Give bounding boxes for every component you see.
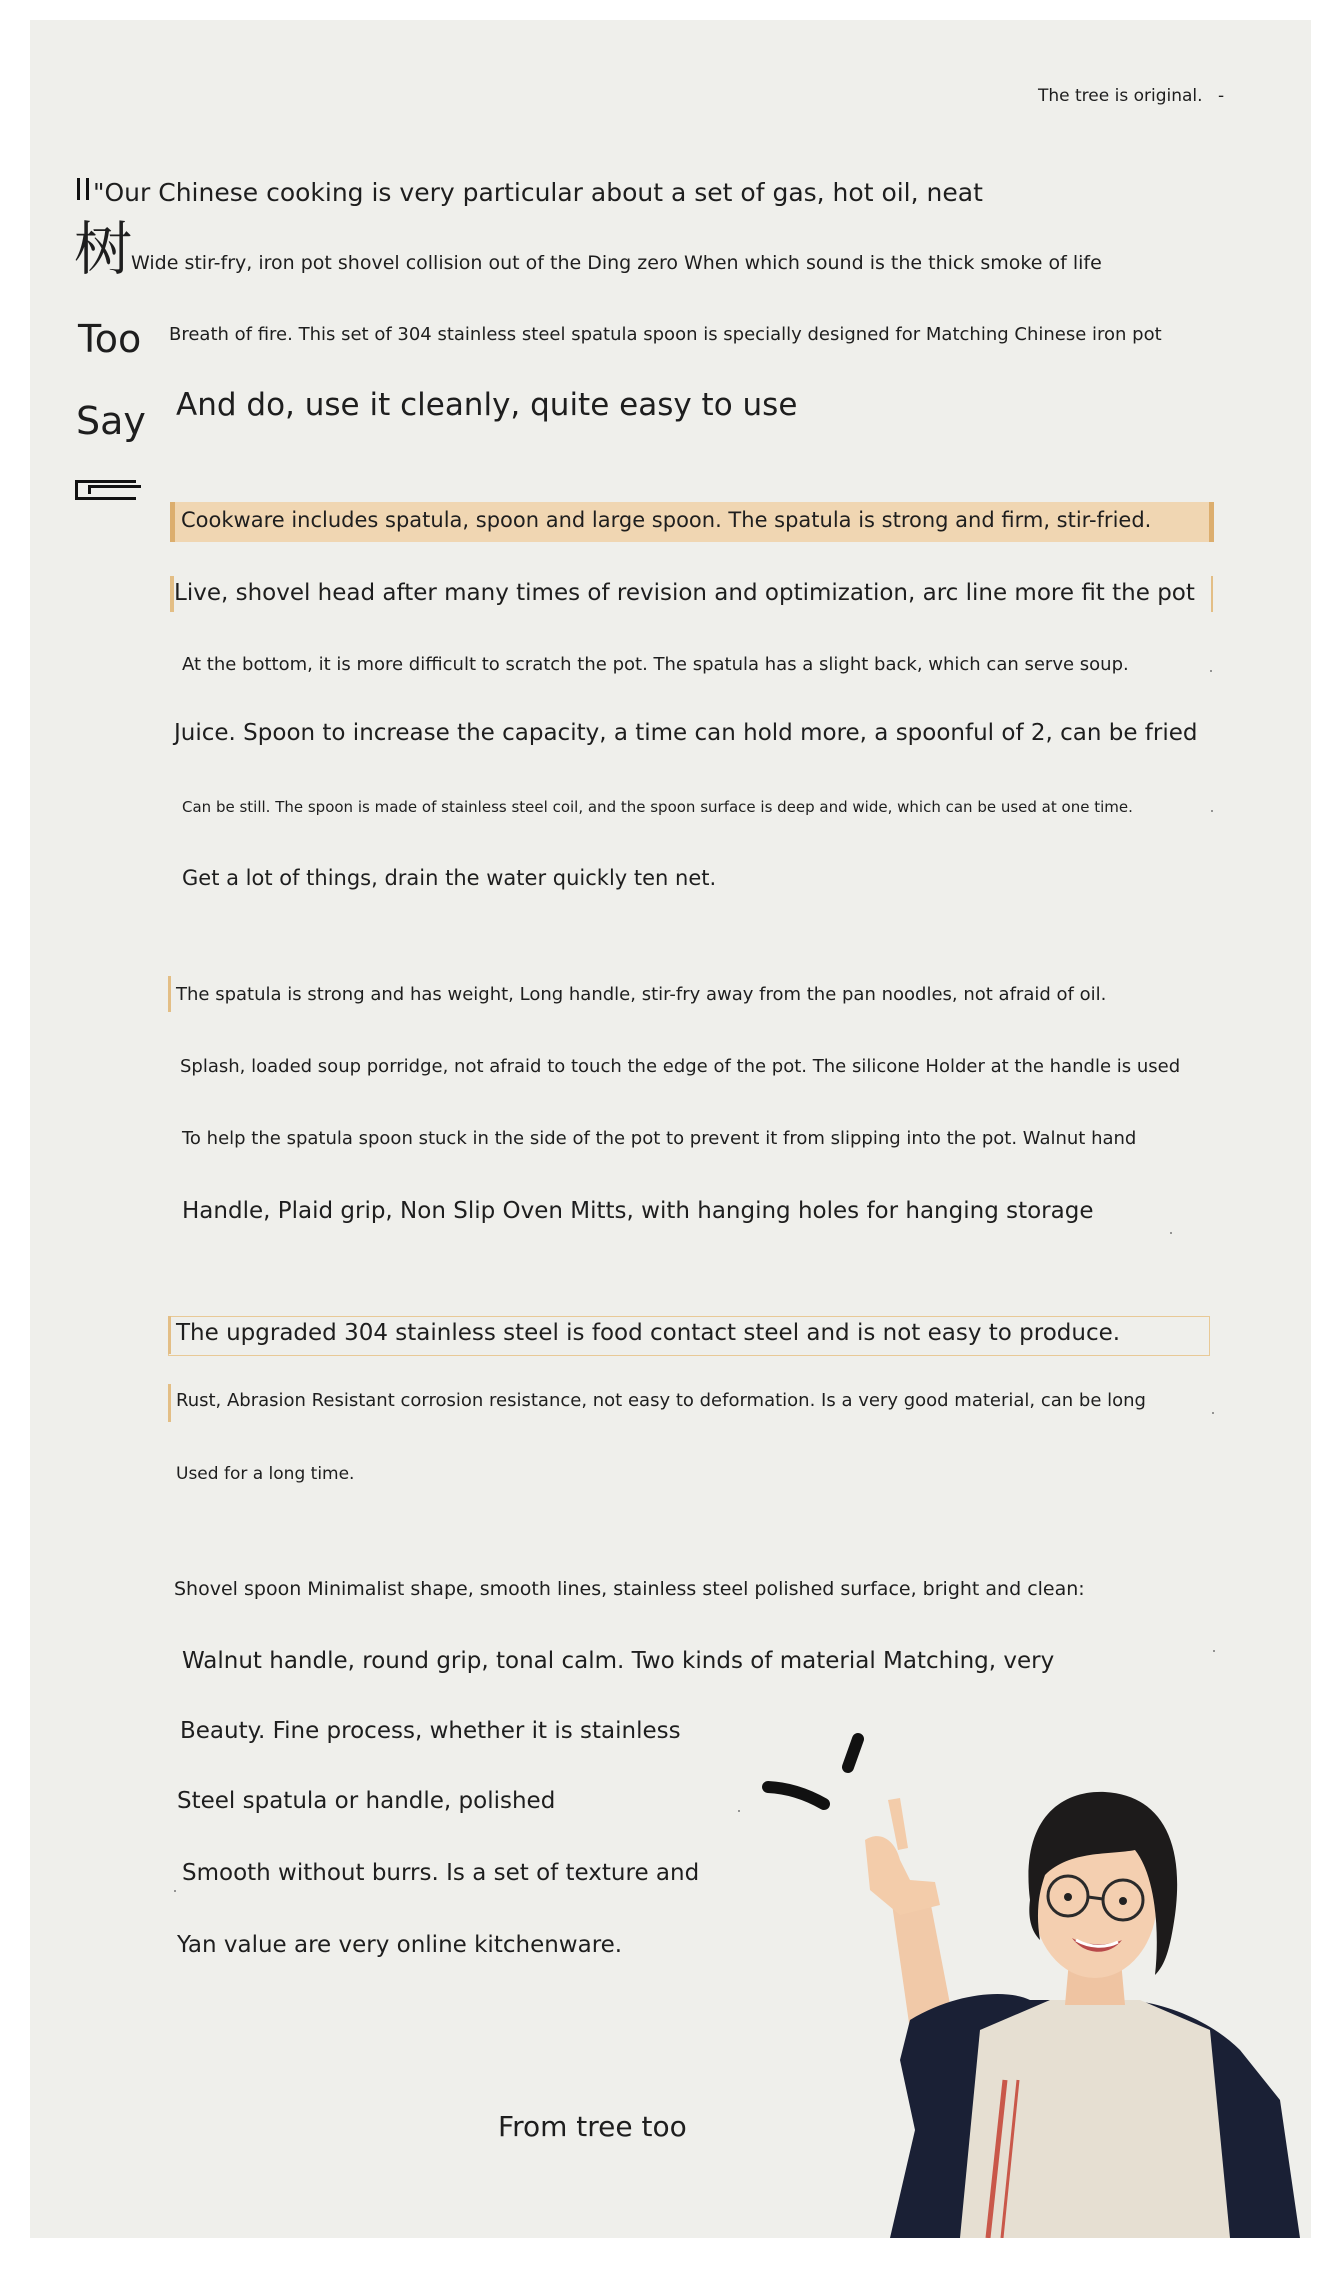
section1-line-6: Get a lot of things, drain the water quickly ten net. xyxy=(182,866,717,890)
open-quote-mark xyxy=(77,178,89,200)
pointing-finger xyxy=(888,1798,908,1850)
original-note: The tree is original. xyxy=(1038,86,1203,106)
intro-line-4: And do, use it cleanly, quite easy to use xyxy=(176,387,798,423)
speck xyxy=(1211,810,1213,812)
sidebar-glyph: 树 xyxy=(74,215,133,283)
section4-line-5: Smooth without burrs. Is a set of texture and xyxy=(182,1860,700,1886)
close-bracket-mark xyxy=(75,480,136,500)
article-card xyxy=(30,20,1311,2238)
eye xyxy=(1119,1897,1127,1905)
speck xyxy=(738,1810,740,1812)
signature: From tree too xyxy=(498,2110,687,2143)
intro-line-2: Wide stir-fry, iron pot shovel collision out of the Ding zero When which sound is the thick smoke of life xyxy=(131,252,1102,274)
section2-line-4: Handle, Plaid grip, Non Slip Oven Mitts, with hanging holes for hanging storage xyxy=(182,1198,1094,1224)
section2-line-2: Splash, loaded soup porridge, not afraid to touch the edge of the pot. The silicone Holder at the handle is used xyxy=(180,1056,1181,1077)
speck xyxy=(174,1890,176,1892)
section4-line-4: Steel spatula or handle, polished xyxy=(177,1788,556,1814)
section1-highlight: Cookware includes spatula, spoon and large spoon. The spatula is strong and firm, stir-fried. xyxy=(181,508,1152,532)
intro-line-1: "Our Chinese cooking is very particular about a set of gas, hot oil, neat xyxy=(93,178,983,207)
accent-bar xyxy=(1211,576,1213,612)
section3-line-1: The upgraded 304 stainless steel is food contact steel and is not easy to produce. xyxy=(176,1320,1121,1346)
accent-bar xyxy=(168,976,171,1012)
section3-line-3: Used for a long time. xyxy=(176,1464,355,1484)
section1-line-2: Live, shovel head after many times of revision and optimization, arc line more fit the pot xyxy=(174,580,1195,606)
section1-line-3: At the bottom, it is more difficult to scratch the pot. The spatula has a slight back, which can serve soup. xyxy=(182,654,1129,675)
speck xyxy=(1170,1232,1172,1234)
brush-stroke xyxy=(848,1739,858,1767)
glasses-bridge xyxy=(1088,1897,1103,1899)
section4-line-2: Walnut handle, round grip, tonal calm. Two kinds of material Matching, very xyxy=(182,1648,1055,1674)
speck xyxy=(1210,670,1212,672)
sidebar-word-say: Say xyxy=(76,399,146,443)
speck xyxy=(1213,1650,1215,1652)
section4-line-6: Yan value are very online kitchenware. xyxy=(177,1932,623,1958)
intro-line-3: Breath of fire. This set of 304 stainless steel spatula spoon is specially designed for Matching Chinese iron pot xyxy=(169,324,1162,345)
section3-line-2: Rust, Abrasion Resistant corrosion resistance, not easy to deformation. Is a very good material, can be long xyxy=(176,1390,1146,1411)
sidebar-word-too: Too xyxy=(78,317,142,361)
section1-line-5: Can be still. The spoon is made of stainless steel coil, and the spoon surface is deep and wide, which can be used at one time. xyxy=(182,798,1133,816)
section4-line-3: Beauty. Fine process, whether it is stainless xyxy=(180,1718,681,1744)
section2-line-3: To help the spatula spoon stuck in the side of the pot to prevent it from slipping into the pot. Walnut hand xyxy=(182,1128,1137,1149)
section2-line-1: The spatula is strong and has weight, Long handle, stir-fry away from the pan noodles, not afraid of oil. xyxy=(176,984,1107,1005)
eye xyxy=(1064,1893,1072,1901)
header-dash: - xyxy=(1217,86,1225,106)
section4-line-1: Shovel spoon Minimalist shape, smooth lines, stainless steel polished surface, bright and clean: xyxy=(174,1578,1085,1600)
accent-bar xyxy=(168,1316,171,1354)
speck xyxy=(1212,1412,1214,1414)
section1-line-4: Juice. Spoon to increase the capacity, a time can hold more, a spoonful of 2, can be fried xyxy=(174,720,1198,746)
woman-photo xyxy=(740,1700,1311,2238)
brush-stroke xyxy=(768,1787,824,1804)
accent-bar xyxy=(168,1384,171,1422)
header-note xyxy=(1038,86,1224,106)
